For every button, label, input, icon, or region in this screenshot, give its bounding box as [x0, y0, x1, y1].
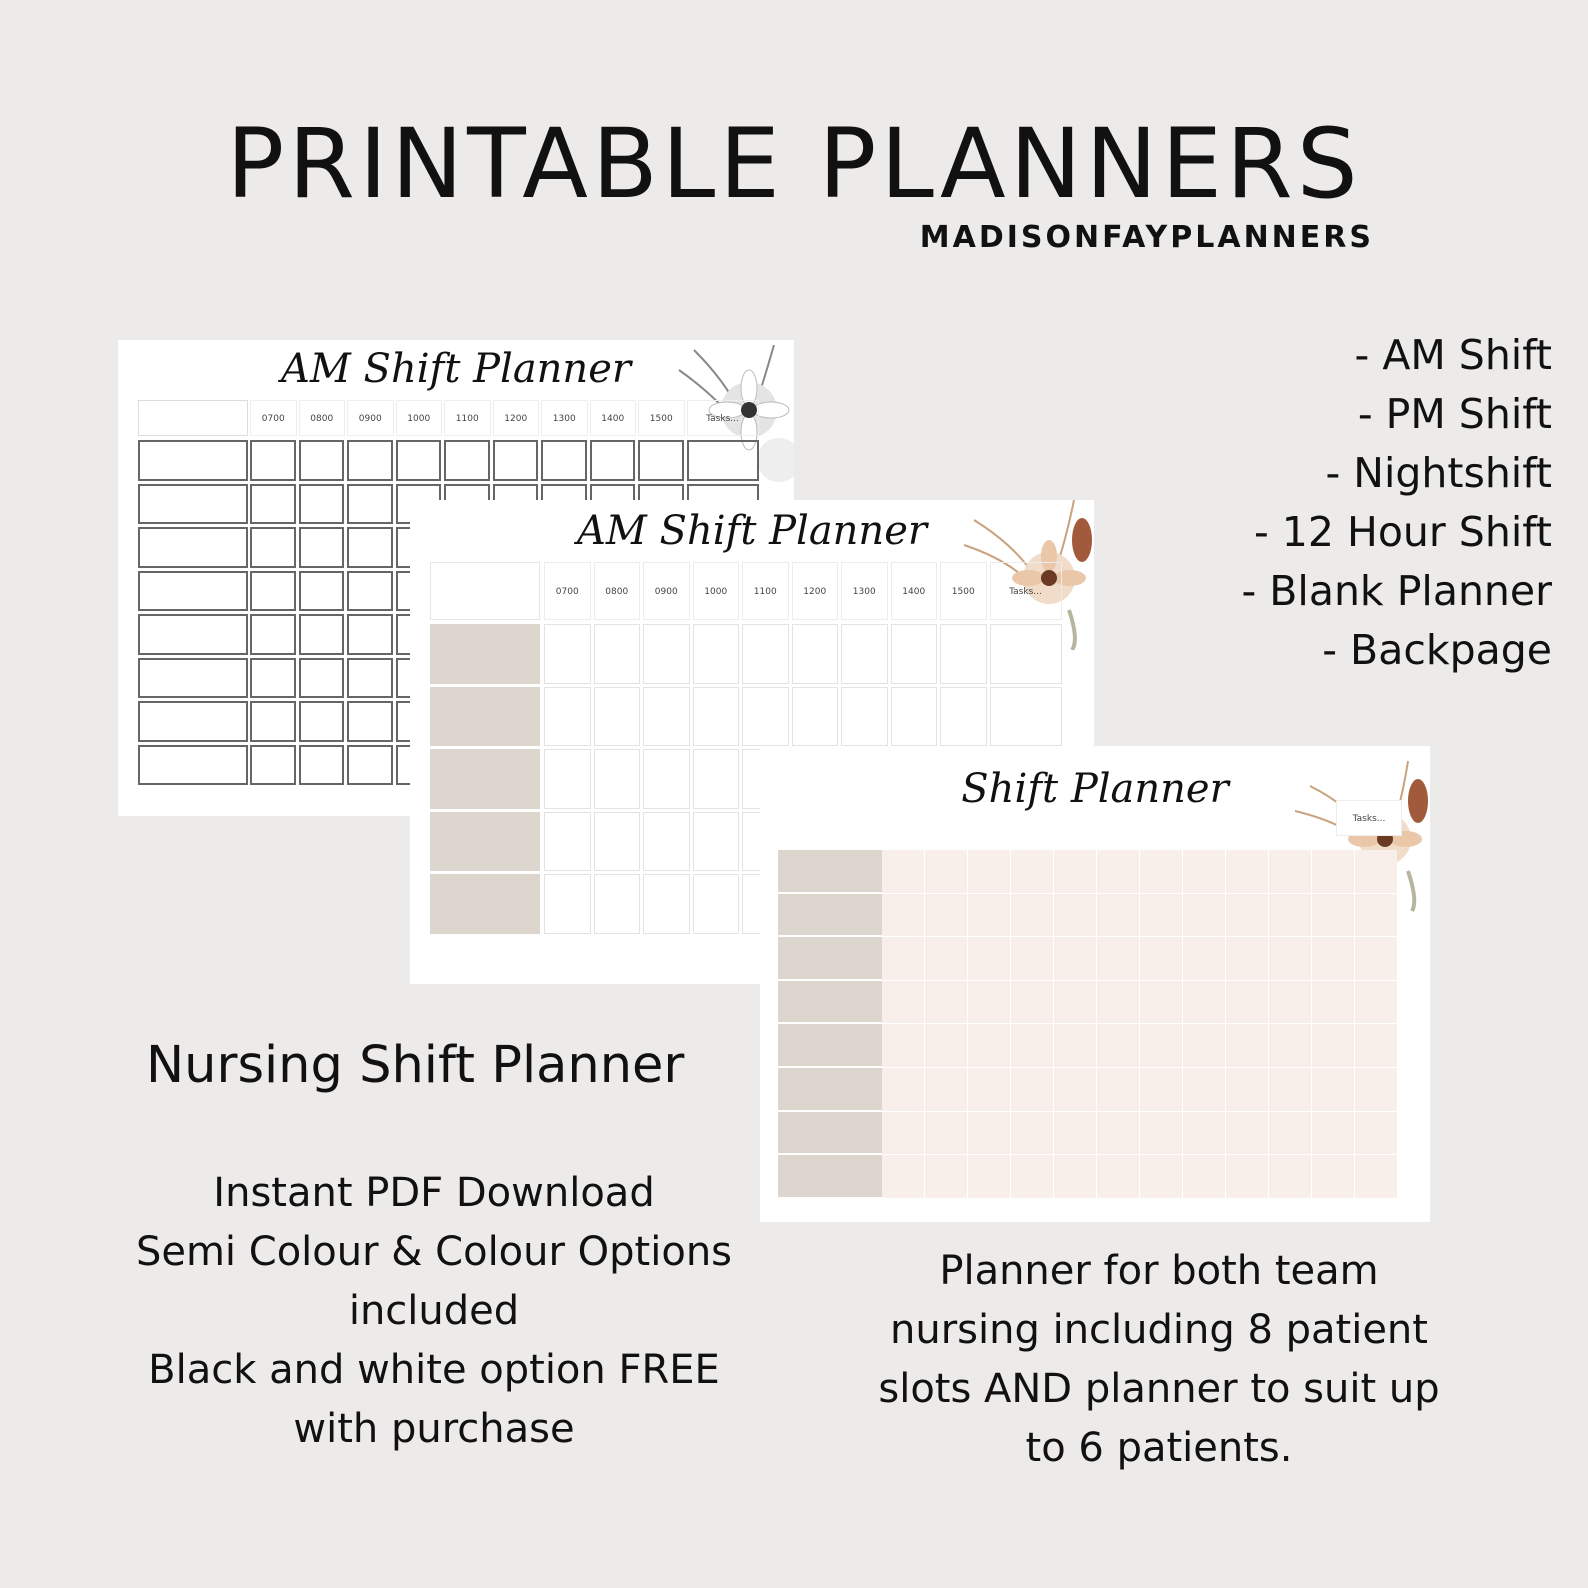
- header-cell: [430, 562, 540, 620]
- slot-cell: [1183, 1112, 1225, 1155]
- product-details: [104, 1164, 764, 1459]
- slot-cell: [1140, 1155, 1182, 1198]
- slot-cell: [1011, 937, 1053, 980]
- slot-cell: [1269, 894, 1311, 937]
- hour-label: 1300: [841, 562, 888, 620]
- slot-cell: [1097, 850, 1139, 893]
- slot-cell: [643, 812, 690, 872]
- slot-cell: [925, 1024, 967, 1067]
- slot-cell: [1011, 1068, 1053, 1111]
- slot-cell: [925, 1112, 967, 1155]
- slot-cell: [968, 1155, 1010, 1198]
- tasks-label: Tasks...: [990, 562, 1062, 620]
- patient-cell: [138, 527, 248, 568]
- slot-cell: [299, 527, 345, 568]
- detail-line: with purchase: [293, 1406, 575, 1452]
- slot-cell: [1226, 981, 1268, 1024]
- feature-item: - Nightshift: [1325, 449, 1552, 497]
- slot-cell: [541, 440, 587, 481]
- slot-cell: [742, 624, 789, 684]
- slot-cell: [891, 624, 938, 684]
- slot-cell: [1011, 1024, 1053, 1067]
- slot-cell: [1140, 1068, 1182, 1111]
- slot-cell: [882, 850, 924, 893]
- slot-cell: [347, 614, 393, 655]
- slot-cell: [1054, 981, 1096, 1024]
- slot-cell: [1140, 1024, 1182, 1067]
- slot-cell: [250, 484, 296, 525]
- slot-cell: [882, 1112, 924, 1155]
- slot-cell: [643, 687, 690, 747]
- detail-line: included: [348, 1288, 520, 1334]
- slot-cell: [544, 624, 591, 684]
- slot-cell: [347, 484, 393, 525]
- note-line: nursing including 8 patient: [890, 1307, 1428, 1353]
- slot-cell: [544, 687, 591, 747]
- slot-cell: [882, 1068, 924, 1111]
- slot-cell: [250, 614, 296, 655]
- patient-cell: [778, 1155, 882, 1197]
- slot-cell: [643, 749, 690, 809]
- slot-cell: [347, 571, 393, 612]
- note-line: Planner for both team: [939, 1248, 1379, 1294]
- slot-cell: [1140, 981, 1182, 1024]
- slot-cell: [693, 874, 740, 934]
- hour-label: 0800: [594, 562, 641, 620]
- task-cell: [990, 687, 1062, 747]
- slot-cell: [1183, 894, 1225, 937]
- slot-cell: [1269, 1024, 1311, 1067]
- slot-cell: [1054, 1068, 1096, 1111]
- feature-item: - Backpage: [1322, 626, 1552, 674]
- slot-cell: [1312, 981, 1354, 1024]
- slot-cell: [1226, 894, 1268, 937]
- patient-cell: [430, 749, 540, 809]
- slot-cell: [1097, 937, 1139, 980]
- slot-cell: [968, 937, 1010, 980]
- slot-cell: [1269, 1068, 1311, 1111]
- detail-line: Instant PDF Download: [213, 1170, 655, 1216]
- hour-label: 0700: [544, 562, 591, 620]
- slot-cell: [1140, 937, 1182, 980]
- sheet-title: AM Shift Planner: [281, 346, 631, 392]
- note-line: to 6 patients.: [1025, 1425, 1293, 1471]
- slot-cell: [882, 1155, 924, 1198]
- slot-cell: [594, 687, 641, 747]
- slot-cell: [925, 894, 967, 937]
- slot-cell: [1183, 1024, 1225, 1067]
- slot-cell: [347, 658, 393, 699]
- slot-cell: [940, 624, 987, 684]
- slot-cell: [594, 812, 641, 872]
- patient-cell: [138, 658, 248, 699]
- slot-cell: [693, 812, 740, 872]
- slot-cell: [299, 614, 345, 655]
- slot-cell: [1226, 1112, 1268, 1155]
- slot-cell: [1183, 850, 1225, 893]
- slot-cell: [1097, 1155, 1139, 1198]
- slot-cell: [594, 749, 641, 809]
- patient-cell: [430, 812, 540, 872]
- slot-cell: [347, 440, 393, 481]
- slot-cell: [250, 440, 296, 481]
- slot-cell: [1226, 937, 1268, 980]
- slot-cell: [396, 440, 442, 481]
- slot-cell: [1054, 1024, 1096, 1067]
- slot-cell: [299, 745, 345, 786]
- product-name: Nursing Shift Planner: [146, 1036, 685, 1095]
- slot-cell: [1312, 1024, 1354, 1067]
- slot-cell: [493, 440, 539, 481]
- hour-label: 1100: [742, 562, 789, 620]
- slot-cell: [1355, 981, 1397, 1024]
- page-title: PRINTABLE PLANNERS: [226, 108, 1362, 220]
- slot-cell: [1269, 981, 1311, 1024]
- team-note: [844, 1242, 1474, 1478]
- slot-cell: [925, 850, 967, 893]
- patient-cell: [138, 571, 248, 612]
- slot-cell: [1140, 894, 1182, 937]
- feature-list: [1241, 326, 1552, 680]
- note-line: slots AND planner to suit up: [878, 1366, 1440, 1412]
- slot-cell: [925, 937, 967, 980]
- slot-cell: [1312, 1155, 1354, 1198]
- slot-cell: [1097, 1068, 1139, 1111]
- patient-cell: [778, 850, 882, 892]
- slot-cell: [1054, 1112, 1096, 1155]
- patient-cell: [138, 484, 248, 525]
- slot-cell: [1226, 1024, 1268, 1067]
- slot-cell: [693, 687, 740, 747]
- slot-cell: [1183, 1155, 1225, 1198]
- patient-cell: [778, 937, 882, 979]
- slot-cell: [968, 1112, 1010, 1155]
- hour-label: 1000: [693, 562, 740, 620]
- patient-cell: [778, 1068, 882, 1110]
- slot-cell: [1054, 1155, 1096, 1198]
- slot-cell: [1355, 1068, 1397, 1111]
- slot-cell: [1269, 850, 1311, 893]
- detail-line: Semi Colour & Colour Options: [135, 1229, 733, 1275]
- slot-cell: [594, 624, 641, 684]
- feature-item: - AM Shift: [1354, 331, 1552, 379]
- slot-cell: [1011, 850, 1053, 893]
- slot-cell: [742, 687, 789, 747]
- sheet-title: AM Shift Planner: [577, 508, 927, 554]
- slot-cell: [299, 658, 345, 699]
- slot-cell: [1269, 1155, 1311, 1198]
- feature-item: - 12 Hour Shift: [1253, 508, 1552, 556]
- patient-cell: [138, 440, 248, 481]
- slot-cell: [792, 624, 839, 684]
- slot-cell: [299, 701, 345, 742]
- hour-label: 1200: [493, 400, 540, 436]
- feature-item: - Blank Planner: [1241, 567, 1552, 615]
- header-cell: [138, 400, 248, 436]
- slot-cell: [1312, 1112, 1354, 1155]
- slot-cell: [891, 687, 938, 747]
- slot-cell: [968, 1024, 1010, 1067]
- patient-cell: [778, 1024, 882, 1066]
- slot-cell: [1183, 937, 1225, 980]
- slot-cell: [1054, 894, 1096, 937]
- slot-cell: [1355, 894, 1397, 937]
- hour-label: 1200: [792, 562, 839, 620]
- slot-cell: [299, 440, 345, 481]
- patient-cell: [778, 981, 882, 1023]
- slot-cell: [841, 624, 888, 684]
- slot-cell: [1011, 981, 1053, 1024]
- hour-label: 1000: [396, 400, 443, 436]
- hour-label: 1500: [638, 400, 685, 436]
- hour-label: 0800: [299, 400, 346, 436]
- brand-name: MADISONFAYPLANNERS: [919, 220, 1374, 255]
- slot-cell: [1097, 1024, 1139, 1067]
- tasks-label: Tasks...: [1336, 800, 1402, 836]
- patient-cell: [430, 687, 540, 747]
- hour-label: 1500: [940, 562, 987, 620]
- planner-preview-colour: [760, 746, 1430, 1222]
- slot-cell: [968, 1068, 1010, 1111]
- slot-cell: [925, 981, 967, 1024]
- slot-cell: [1054, 850, 1096, 893]
- patient-cell: [778, 894, 882, 936]
- hour-label: 1300: [541, 400, 588, 436]
- slot-cell: [968, 981, 1010, 1024]
- tasks-label: Tasks...: [687, 400, 759, 436]
- slot-cell: [1355, 1155, 1397, 1198]
- slot-cell: [1183, 981, 1225, 1024]
- patient-cell: [430, 624, 540, 684]
- slot-cell: [347, 701, 393, 742]
- slot-cell: [544, 874, 591, 934]
- slot-cell: [643, 874, 690, 934]
- slot-cell: [1097, 894, 1139, 937]
- slot-cell: [347, 527, 393, 568]
- slot-cell: [693, 624, 740, 684]
- hour-label: 0900: [347, 400, 394, 436]
- slot-cell: [1226, 1068, 1268, 1111]
- slot-cell: [250, 745, 296, 786]
- patient-cell: [430, 874, 540, 934]
- slot-cell: [940, 687, 987, 747]
- slot-cell: [1011, 1112, 1053, 1155]
- slot-cell: [299, 571, 345, 612]
- slot-cell: [882, 894, 924, 937]
- slot-cell: [1011, 894, 1053, 937]
- slot-cell: [1355, 1112, 1397, 1155]
- slot-cell: [925, 1068, 967, 1111]
- slot-cell: [347, 745, 393, 786]
- slot-cell: [594, 874, 641, 934]
- slot-cell: [1269, 1112, 1311, 1155]
- slot-cell: [1355, 1024, 1397, 1067]
- slot-cell: [1097, 981, 1139, 1024]
- hour-label: 1100: [444, 400, 491, 436]
- hour-label: 1400: [590, 400, 637, 436]
- slot-cell: [1269, 937, 1311, 980]
- slot-cell: [1140, 850, 1182, 893]
- slot-cell: [1355, 850, 1397, 893]
- slot-cell: [250, 701, 296, 742]
- slot-cell: [1312, 894, 1354, 937]
- slot-cell: [638, 440, 684, 481]
- task-cell: [990, 624, 1062, 684]
- hour-label: 0900: [643, 562, 690, 620]
- slot-cell: [544, 812, 591, 872]
- patient-cell: [138, 614, 248, 655]
- slot-cell: [250, 658, 296, 699]
- slot-cell: [1312, 850, 1354, 893]
- slot-cell: [925, 1155, 967, 1198]
- slot-cell: [1011, 1155, 1053, 1198]
- slot-cell: [693, 749, 740, 809]
- slot-cell: [792, 687, 839, 747]
- slot-cell: [544, 749, 591, 809]
- detail-line: Black and white option FREE: [148, 1347, 720, 1393]
- slot-cell: [1226, 1155, 1268, 1198]
- feature-item: - PM Shift: [1357, 390, 1552, 438]
- slot-cell: [643, 624, 690, 684]
- slot-cell: [1097, 1112, 1139, 1155]
- slot-cell: [1054, 937, 1096, 980]
- task-cell: [687, 440, 759, 481]
- slot-cell: [882, 1024, 924, 1067]
- slot-cell: [299, 484, 345, 525]
- patient-cell: [778, 1112, 882, 1154]
- slot-cell: [1183, 1068, 1225, 1111]
- slot-cell: [1140, 1112, 1182, 1155]
- slot-cell: [841, 687, 888, 747]
- sheet-title: Shift Planner: [961, 766, 1229, 812]
- hour-label: 1400: [891, 562, 938, 620]
- slot-cell: [444, 440, 490, 481]
- slot-cell: [968, 894, 1010, 937]
- slot-cell: [1312, 1068, 1354, 1111]
- slot-cell: [1226, 850, 1268, 893]
- slot-cell: [590, 440, 636, 481]
- hour-label: 0700: [250, 400, 297, 436]
- slot-cell: [250, 571, 296, 612]
- slot-cell: [250, 527, 296, 568]
- patient-cell: [138, 745, 248, 786]
- slot-cell: [968, 850, 1010, 893]
- slot-cell: [1355, 937, 1397, 980]
- slot-cell: [1312, 937, 1354, 980]
- slot-cell: [882, 937, 924, 980]
- slot-cell: [882, 981, 924, 1024]
- patient-cell: [138, 701, 248, 742]
